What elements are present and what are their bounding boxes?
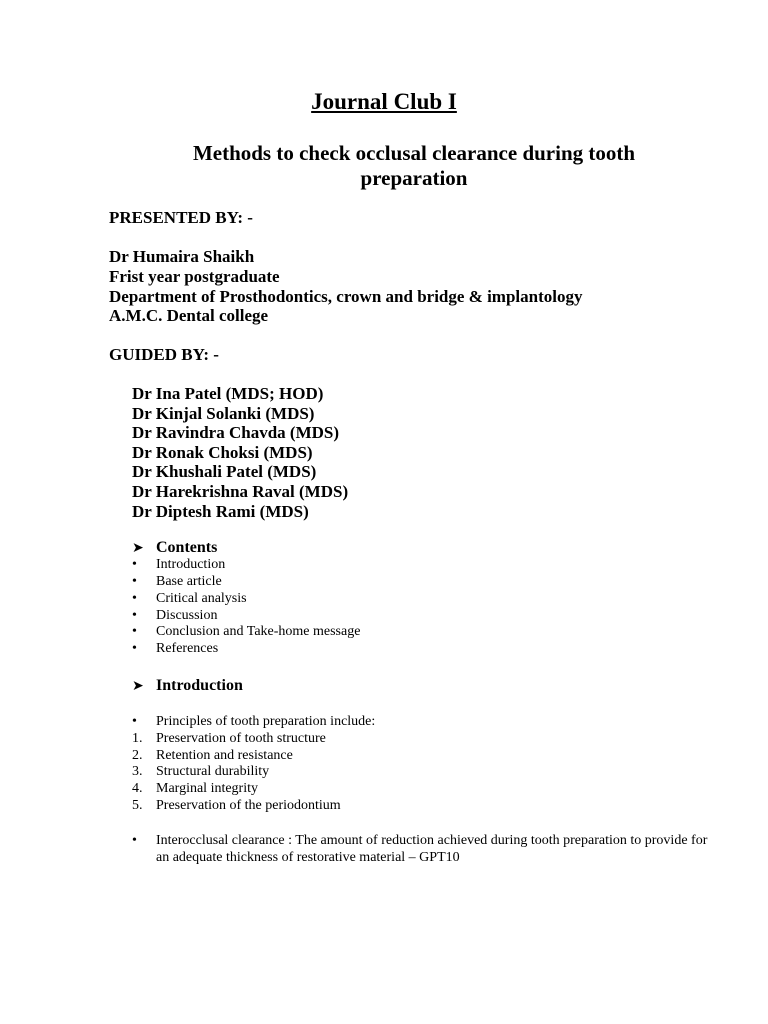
list-item-text: Conclusion and Take-home message	[156, 624, 361, 639]
list-item-text: Introduction	[156, 557, 226, 572]
presenter-name: Dr Humaira Shaikh	[109, 247, 255, 266]
guide-name: Dr Kinjal Solanki (MDS)	[132, 404, 315, 423]
numbered-item-text: Preservation of tooth structure	[156, 731, 326, 746]
bullet-icon: •	[132, 624, 137, 639]
contents-heading-text: Contents	[156, 539, 218, 556]
presenter-department: Department of Prosthodontics, crown and bridge & implantology	[109, 287, 583, 306]
article-title: Methods to check occlusal clearance during tooth preparation	[192, 141, 636, 190]
bullet-icon: •	[132, 833, 137, 848]
arrow-bullet-icon: ➤	[132, 540, 144, 556]
arrow-bullet-icon: ➤	[132, 678, 144, 694]
guide-name: Dr Khushali Patel (MDS)	[132, 462, 317, 481]
bullet-icon: •	[132, 608, 137, 623]
definition-text: Interocclusal clearance : The amount of reduction achieved during tooth preparation to provide for an adequate thickness of restorative material – GPT10	[156, 833, 708, 865]
item-number: 1.	[132, 731, 143, 746]
presented-by-label: PRESENTED BY: -	[109, 208, 253, 227]
guide-name: Dr Ronak Choksi (MDS)	[132, 443, 313, 462]
list-item-text: Base article	[156, 574, 222, 589]
journal-title: Journal Club I	[311, 89, 457, 114]
item-number: 5.	[132, 798, 143, 813]
principles-lead: Principles of tooth preparation include:	[156, 714, 376, 729]
bullet-icon: •	[132, 557, 137, 572]
numbered-item-text: Preservation of the periodontium	[156, 798, 341, 813]
numbered-item-text: Retention and resistance	[156, 748, 293, 763]
bullet-icon: •	[132, 574, 137, 589]
guide-name: Dr Ina Patel (MDS; HOD)	[132, 384, 324, 403]
list-item-text: References	[156, 641, 219, 656]
list-item-text: Discussion	[156, 608, 218, 623]
contents-heading	[132, 538, 217, 558]
introduction-heading-text: Introduction	[156, 677, 243, 694]
guide-name: Dr Diptesh Rami (MDS)	[132, 502, 309, 521]
introduction-heading	[132, 676, 243, 696]
numbered-item-text: Marginal integrity	[156, 781, 258, 796]
list-item-text: Critical analysis	[156, 591, 247, 606]
guide-name: Dr Ravindra Chavda (MDS)	[132, 423, 340, 442]
bullet-icon: •	[132, 641, 137, 656]
guided-by-label: GUIDED BY: -	[109, 345, 219, 364]
definition-item	[132, 832, 712, 866]
numbered-item-text: Structural durability	[156, 764, 270, 779]
item-number: 3.	[132, 764, 143, 779]
item-number: 4.	[132, 781, 143, 796]
bullet-icon: •	[132, 591, 137, 606]
guide-name: Dr Harekrishna Raval (MDS)	[132, 482, 349, 501]
presenter-year: Frist year postgraduate	[109, 267, 280, 286]
bullet-icon: •	[132, 714, 137, 729]
presenter-college: A.M.C. Dental college	[109, 306, 269, 325]
item-number: 2.	[132, 748, 143, 763]
